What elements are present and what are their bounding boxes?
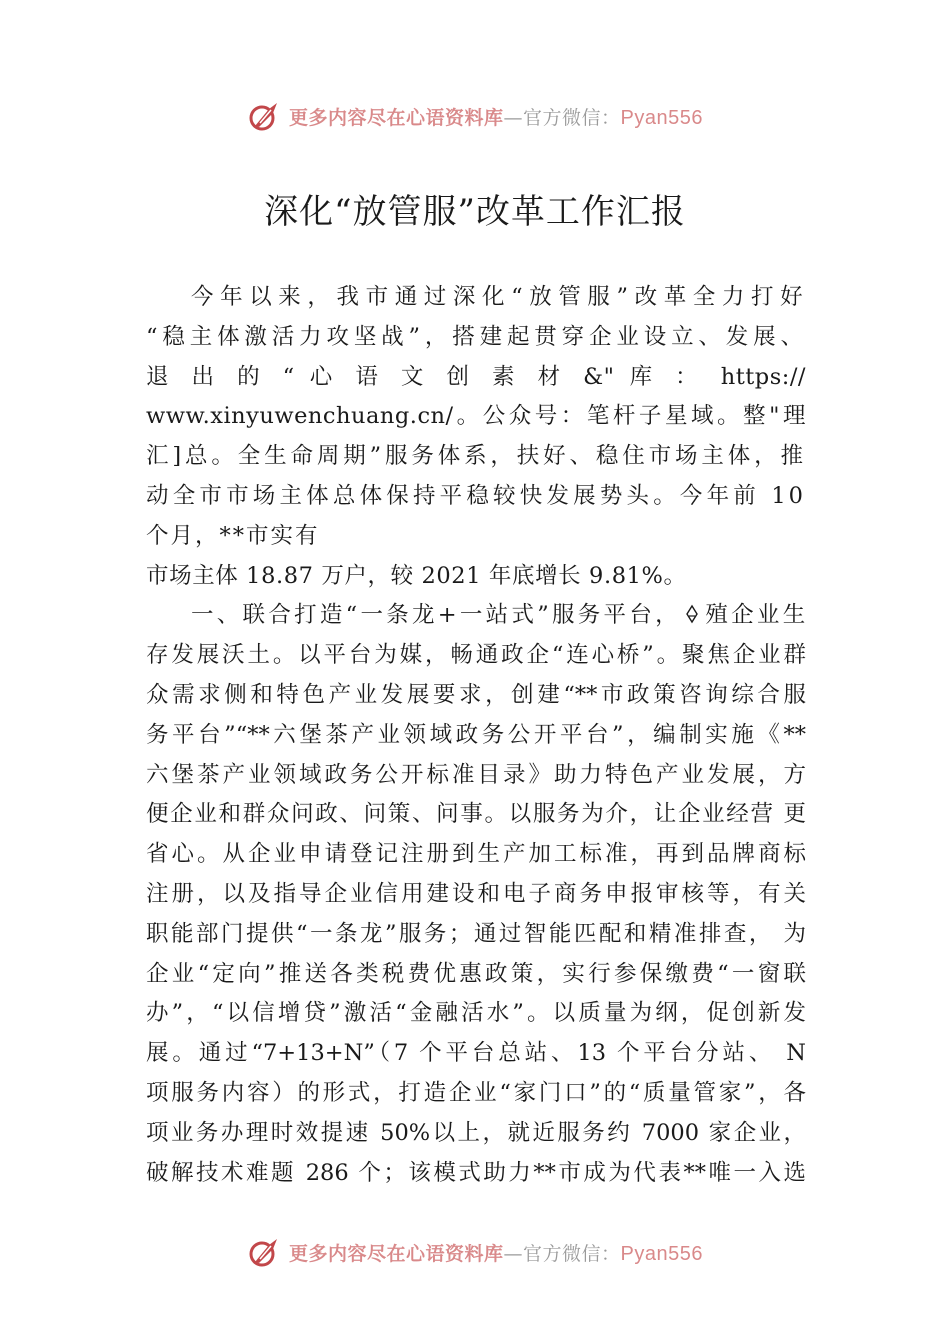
section-1-line: 众需求侧和特色产业发展要求，创建“**市政策咨询综合服 (146, 681, 806, 708)
footer-watermark (0, 1232, 950, 1272)
section-1-line: 项业务办理时效提速 50%以上，就近服务约 7000 家企业， (146, 1119, 806, 1146)
section-1-line: 企业“定向”推送各类税费优惠政策，实行参保缴费“一窗联 (146, 960, 806, 987)
section-1-line: 务平台”“**六堡茶产业领域政务公开平台”，编制实施《** (146, 721, 806, 748)
stats-paragraph (146, 557, 806, 597)
header-watermark (0, 96, 950, 136)
section-1-line: 便企业和群众问政、问策、问事。以服务为介，让企业经营 更 (146, 801, 806, 828)
section-1-line: 项服务内容）的形式，打造企业“家门口”的“质量管家”，各 (146, 1079, 806, 1106)
section-1-line: 职能部门提供“一条龙”服务；通过智能匹配和精准排查， 为 (146, 920, 806, 947)
section-1-heading: 一、联合打造“一条龙+一站式”服务平台， (191, 602, 681, 629)
section-1-paragraph (146, 596, 806, 1193)
watermark-label: 官方微信： (523, 1242, 621, 1265)
quill-logo-icon (247, 1235, 281, 1269)
section-1-line: 六堡茶产业领域政务公开标准目录》助力特色产业发展，方 (146, 761, 806, 788)
watermark-label: 官方微信： (523, 106, 621, 129)
quill-logo-icon (247, 99, 281, 133)
watermark-separator: — (503, 106, 524, 129)
watermark-text (289, 103, 703, 130)
intro-line: 动全市市场主体总体保持平稳较快发展势头。今年前 10 (146, 482, 806, 509)
intro-line: 汇]总。全生命周期”服务体系，扶好、稳住市场主体，推 (146, 443, 806, 470)
broken-glyph-icon (683, 604, 701, 624)
section-1-line: 存发展沃土。以平台为媒，畅通政企“连心桥”。聚焦企业群 (146, 642, 806, 669)
intro-line: www.xinyuwenchuang.cn/。公众号：笔杆子星域。整"理 (146, 403, 806, 430)
intro-line: “稳主体激活力攻坚战”，搭建起贯穿企业设立、发展、 (146, 323, 806, 350)
watermark-lead: 更多内容尽在心语资料库 (289, 106, 504, 129)
watermark-text (289, 1239, 703, 1266)
watermark-separator: — (503, 1242, 524, 1265)
watermark-wechat-id: Pyan556 (620, 106, 703, 129)
section-1-line: 办”，“以信增贷”激活“金融活水”。以质量为纲，促创新发 (146, 1000, 806, 1027)
section-1-line: 省心。从企业申请登记注册到生产加工标准，再到品牌商标 (146, 841, 806, 868)
intro-line: 个月，**市实有 (146, 522, 320, 549)
section-1-line: 注册，以及指导企业信用建设和电子商务申报审核等，有关 (146, 880, 806, 907)
document-title: 深化“放管服”改革工作汇报 (264, 192, 686, 232)
section-1-line (146, 596, 806, 636)
intro-paragraph (146, 278, 806, 557)
document-body (146, 278, 806, 1193)
stats-line: 市场主体 18.87 万户，较 2021 年底增长 9.81%。 (146, 562, 687, 589)
section-1-heading-tail: 殖企业生 (702, 602, 806, 629)
intro-line: 退 出 的 “ 心 语 文 创 素 材 &" 库 ： https:// (146, 363, 806, 390)
watermark-wechat-id: Pyan556 (620, 1242, 703, 1265)
section-1-line: 破解技术难题 286 个；该模式助力**市成为代表**唯一入选 (146, 1159, 806, 1186)
watermark-lead: 更多内容尽在心语资料库 (289, 1242, 504, 1265)
intro-line: 今年以来，我市通过深化“放管服”改革全力打好 (191, 284, 806, 310)
section-1-line: 展。通过“7+13+N”（7 个平台总站、13 个平台分站、 N (146, 1040, 806, 1067)
